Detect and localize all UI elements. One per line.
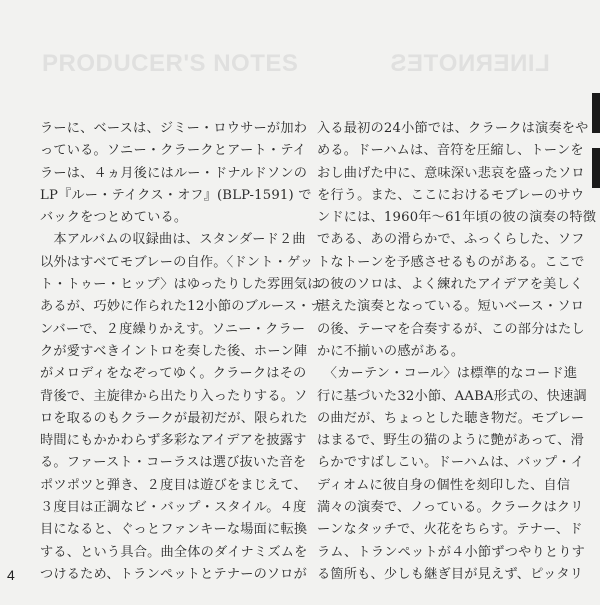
text-line: する、という具合。曲全体のダイナミズムを <box>40 544 308 560</box>
text-line: つけるため、トランペットとテナーのソロが <box>40 566 307 582</box>
text-line: 本アルバムの収録曲は、スタンダード２曲 <box>40 232 306 248</box>
text-line: 以外はすべてモブレーの自作。〈ドント・ゲッ <box>40 254 314 270</box>
text-line: バックをつとめている。 <box>40 210 188 226</box>
text-line: 〈カーテン・コール〉は標準的なコード進 <box>317 366 578 382</box>
text-line: らかですばしこい。ドーハムは、バップ・イ <box>317 455 585 471</box>
text-line: 満々の演奏で、ノっている。クラークはクリ <box>317 500 584 516</box>
text-line: ーンなタッチで、火花をちらす。テナー、ド <box>317 522 583 538</box>
left-text-column <box>40 118 324 586</box>
text-line: 行に基づいた32小節、AABA形式の、快速調 <box>317 388 587 404</box>
text-line: の後、テーマを合奏するが、この部分はたし <box>317 321 585 337</box>
text-line: トなトーンを予感させるものがある。ここで <box>317 254 585 270</box>
text-line: ラーは、４ヵ月後にはルー・ドナルドソンの <box>40 165 308 181</box>
text-line: 目になると、ぐっとファンキーな場面に転換 <box>40 522 308 538</box>
text-line: がメロディをなぞってゆく。クラークはその <box>40 366 307 382</box>
text-line: 時間にもかかわらず多彩なアイデアを披露す <box>40 433 307 449</box>
text-line: かに不揃いの感がある。 <box>317 343 465 359</box>
text-line: 背後で、主旋律から出たり入ったりする。ソ <box>40 388 308 404</box>
right-text-column <box>317 118 597 586</box>
text-line: ンバーで、２度繰りかえす。ソニー・クラー <box>40 321 306 337</box>
text-line: る箇所も、少しも継ぎ目が見えず、ピッタリ <box>317 566 584 582</box>
text-line: ３度目は正調なビ・バップ・スタイル。４度 <box>40 500 307 516</box>
text-line: LP『ルー・テイクス・オフ』(BLP-1591) で <box>40 187 312 203</box>
text-line: 湛えた演奏となっている。短いベース・ソロ <box>317 299 585 315</box>
text-line: ロを取るのもクラークが最初だが、限られた <box>40 410 308 426</box>
text-line: 入る最初の24小節では、クラークは演奏をや <box>317 121 589 136</box>
text-line: クが愛すべきイントロを奏した後、ホーン陣 <box>40 343 308 359</box>
text-line: ラーに、ベースは、ジミー・ロウサーが加わ <box>40 121 308 136</box>
text-line: の彼のソロは、よく練れたアイデアを美しく <box>317 277 584 293</box>
edge-tab-mark <box>592 93 600 133</box>
text-line: である、あの滑らかで、ふっくらした、ソフ <box>317 232 585 248</box>
text-line: る。ファースト・コーラスは選び抜いた音を <box>40 455 307 471</box>
text-line: の曲だが、ちょっとした聴き物だ。モブレー <box>317 410 585 426</box>
page-number: 4 <box>7 567 15 583</box>
text-line: ンドには、1960年〜61年頃の彼の演奏の特徴 <box>317 210 597 226</box>
text-line: ラム、トランペットが４小節ずつやりとりす <box>317 544 586 560</box>
edge-tab-mark <box>592 148 600 188</box>
text-line: おし曲げた中に、意味深い悲哀を盛ったソロ <box>317 165 585 181</box>
text-line: ディオムに彼自身の個性を刻印した、自信 <box>317 477 571 493</box>
ghost-header-right: LINERNOTES <box>390 50 550 77</box>
text-line: ポツポツと弾き、２度目は遊びをまじえて、 <box>40 477 307 493</box>
text-line: あるが、巧妙に作られた12小節のブルース・ナ <box>40 299 324 315</box>
text-line: はまるで、野生の猫のように艶があって、滑 <box>317 433 584 449</box>
ghost-header-left: PRODUCER'S NOTES <box>42 50 299 77</box>
text-line: を行う。また、ここにおけるモブレーのサウ <box>317 187 585 203</box>
text-line: っている。ソニー・クラークとアート・テイ <box>40 143 307 159</box>
text-line: める。ドーハムは、音符を圧縮し、トーンを <box>317 143 584 159</box>
text-line: ト・トゥー・ヒップ〉はゆったりした雰囲気は <box>40 277 321 293</box>
